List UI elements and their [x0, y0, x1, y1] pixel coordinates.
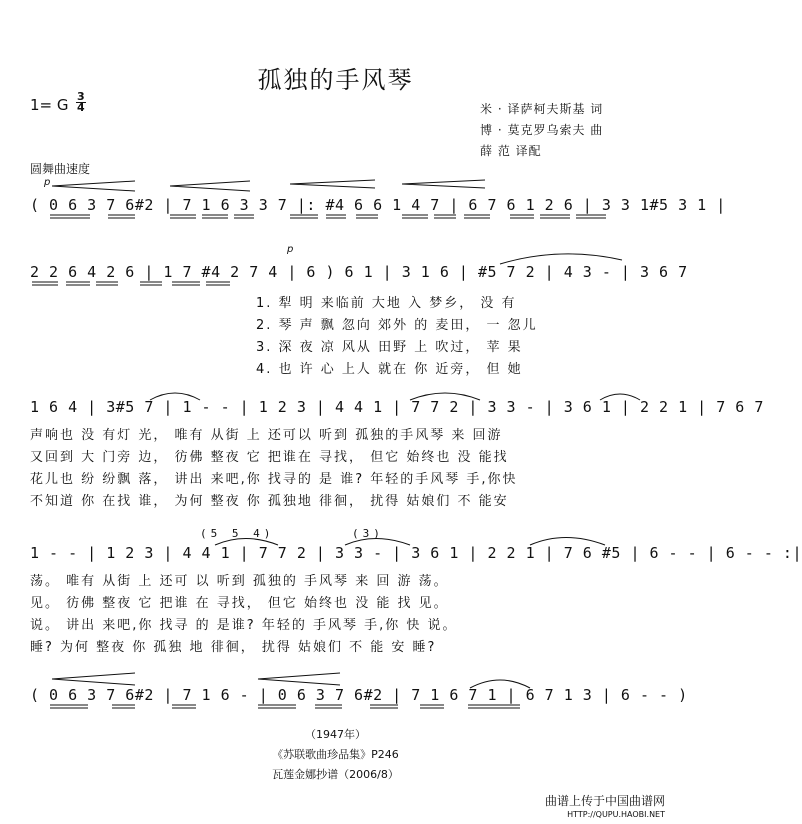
music-line-1: ( 0 6 3 7 6#2 | 7 1 6 3 3 7 |: #4 6 6 1 4 7 | 6 7 6 1 2 6 | 3 3 1#5 3 1 |	[30, 196, 726, 214]
crescendo-hairpin	[402, 180, 485, 188]
watermark-site-name: 曲谱上传于中国曲谱网	[544, 794, 665, 808]
translator-credit: 薛 范 译配	[480, 144, 542, 158]
slur	[150, 393, 200, 400]
watermark-url: HTTP://QUPU.HAOBI.NET	[567, 810, 665, 819]
music-line-2: 2 2 6 4 2 6 | 1 7 #4 2 7 4 | 6 ) 6 1 | 3 1 6 | #5 7 2 | 4 3 - | 3 6 7	[30, 263, 688, 281]
source-note: 《苏联歌曲珍品集》P246	[272, 748, 399, 761]
lyrics-b-line-1: 荡。 唯有 从街 上 还可 以 听到 孤独的 手风琴 来 回 游 荡。	[30, 574, 449, 589]
slur	[410, 393, 480, 400]
time-numerator: 3	[77, 90, 85, 103]
dynamic-p-verse: p	[287, 244, 294, 255]
key-signature: 1= G	[30, 96, 69, 114]
lyrics-a-line-1: 声响也 没 有灯 光， 唯有 从街 上 还可以 听到 孤独的手风琴 来 回游	[30, 428, 503, 443]
lyrics-b-line-2: 见。 彷佛 整夜 它 把谁 在 寻找， 但它 始终也 没 能 找 见。	[30, 596, 449, 611]
crescendo-hairpin	[170, 181, 250, 191]
lyrics-a-line-3: 花儿也 纷 纷飘 落， 讲出 来吧,你 找寻的 是 谁? 年轻的手风琴 手,你快	[30, 472, 518, 487]
slur	[600, 394, 640, 400]
verse-line-3: 3. 深 夜 凉 风从 田野 上 吹过， 苹 果	[256, 340, 523, 355]
time-denominator: 4	[77, 101, 85, 114]
lyricist-credit: 米 · 译萨柯夫斯基 词	[480, 102, 604, 116]
slur	[530, 538, 605, 546]
lyrics-b-line-4: 睡? 为何 整夜 你 孤独 地 徘徊， 扰得 姑娘们 不 能 安 睡?	[30, 640, 437, 655]
dynamic-p-intro: p	[44, 177, 51, 188]
crescendo-hairpin	[258, 673, 340, 685]
lyrics-a-line-4: 不知道 你 在找 谁， 为何 整夜 你 孤独地 徘徊， 扰得 姑娘们 不 能安	[30, 494, 509, 509]
music-line-4: 1 - - | 1 2 3 | 4 4 1 | 7 7 2 | 3 3 - | 3 6 1 | 2 2 1 | 7 6 #5 | 6 - - | 6 - - :|	[30, 544, 802, 562]
music-line-5: ( 0 6 3 7 6#2 | 7 1 6 - | 0 6 3 7 6#2 | 7 1 6 7 1 | 6 7 1 3 | 6 - - )	[30, 686, 688, 704]
crescendo-hairpin	[290, 180, 375, 188]
transcriber-note: 瓦莲金娜抄谱（2006/8）	[272, 768, 399, 781]
lyrics-b-line-3: 说。 讲出 来吧,你 找寻 的 是谁? 年轻的 手风琴 手,你 快 说。	[30, 618, 458, 633]
music-line-3: 1 6 4 | 3#5 7 | 1 - - | 1 2 3 | 4 4 1 | 7 7 2 | 3 3 - | 3 6 1 | 2 2 1 | 7 6 7	[30, 398, 764, 416]
alternate-notes-mark: (5 5 4)	[200, 527, 275, 540]
slur	[470, 680, 530, 688]
crescendo-hairpin	[52, 181, 135, 191]
lyrics-a-line-2: 又回到 大 门旁 边， 彷佛 整夜 它 把谁在 寻找， 但它 始终也 没 能找	[30, 450, 509, 465]
crescendo-hairpin	[52, 673, 135, 685]
alternate-notes-mark: (3)	[352, 527, 384, 540]
verse-line-1: 1. 犁 明 来临前 大地 入 梦乡， 没 有	[256, 296, 517, 311]
verse-line-4: 4. 也 许 心 上人 就在 你 近旁， 但 她	[256, 362, 523, 377]
tempo-marking: 圆舞曲速度	[30, 162, 91, 176]
year-note: （1947年）	[305, 728, 366, 741]
composer-credit: 博 · 莫克罗乌索夫 曲	[480, 123, 604, 137]
verse-line-2: 2. 琴 声 飘 忽向 郊外 的 麦田， 一 忽儿	[256, 318, 538, 333]
song-title: 孤独的手风琴	[257, 66, 414, 94]
slur	[500, 254, 622, 264]
slur	[345, 539, 410, 546]
slur	[215, 539, 278, 546]
